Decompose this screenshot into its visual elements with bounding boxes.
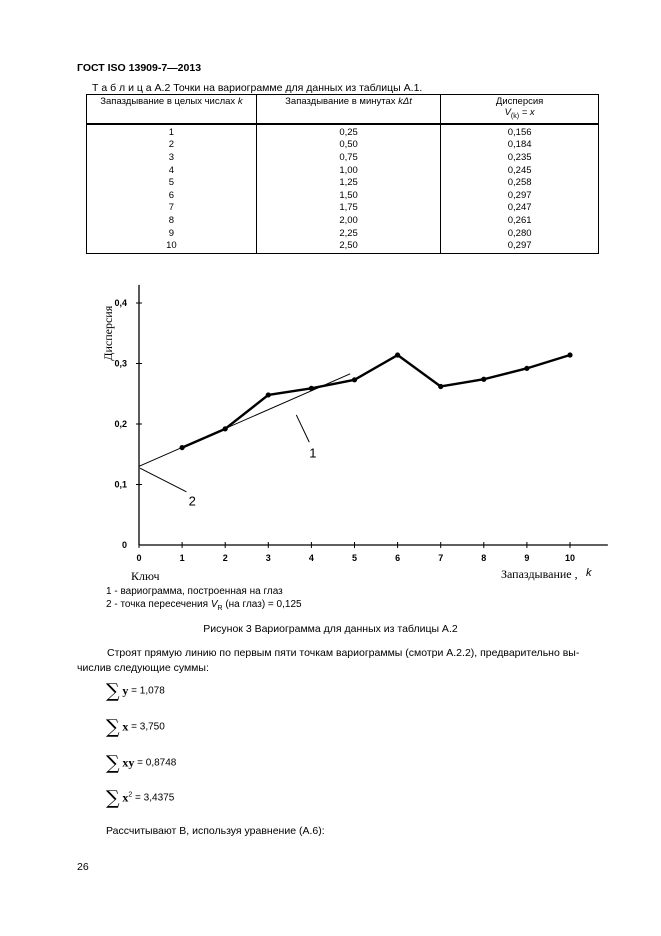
cell-lag-minutes: 1,00 [256, 165, 440, 178]
document-header: ГОСТ ISO 13909-7—2013 [77, 62, 202, 74]
cell-variance: 0,280 [441, 228, 599, 241]
table-caption [92, 82, 422, 94]
table-row [87, 202, 599, 215]
sigma-symbol-icon: ∑ [106, 680, 120, 702]
annotation-1-label: 1 [309, 445, 317, 461]
table-row [87, 177, 599, 190]
cell-lag-k: 7 [87, 202, 257, 215]
figure-caption: Рисунок 3 Вариограмма для данных из таблицы А.2 [203, 623, 458, 635]
cell-variance: 0,247 [441, 202, 599, 215]
table-header-lag-integer: Запаздывание в целых числах k [87, 95, 257, 124]
sigma-symbol-icon: ∑ [106, 716, 120, 738]
cell-variance: 0,261 [441, 215, 599, 228]
data-point [180, 445, 185, 450]
sigma-symbol-icon: ∑ [106, 787, 120, 809]
data-point [309, 386, 314, 391]
data-point [223, 426, 228, 431]
y-tick-label: 0,3 [114, 358, 127, 369]
key-label: Ключ [131, 569, 160, 583]
sum-x: ∑ x = 3,750 [106, 716, 165, 738]
x-tick-label: 1 [179, 553, 185, 563]
cell-variance: 0,245 [441, 165, 599, 178]
x-tick-label: 3 [265, 553, 271, 563]
data-point [567, 352, 572, 357]
cell-lag-minutes: 0,25 [256, 124, 440, 140]
x-tick-label: 9 [524, 553, 530, 563]
figure-legend [106, 585, 302, 615]
legend-item-2: 2 - точка пересечения $V_R$ (на глаз) = 0,125 [106, 599, 302, 612]
x-tick-label: 5 [351, 553, 358, 563]
cell-lag-k: 5 [87, 177, 257, 190]
cell-lag-k: 2 [87, 139, 257, 152]
paragraph-line-1: Строят прямую линию по первым пяти точкам вариограммы (смотри А.2.2), предварительно вы- [107, 647, 580, 659]
cell-lag-k: 10 [87, 240, 257, 253]
cell-lag-k: 4 [87, 165, 257, 178]
table-row [87, 152, 599, 165]
paragraph-line-2: числив следующие суммы: [77, 662, 209, 674]
y-tick-label: 0 [121, 540, 127, 550]
sum-xy: ∑ xy = 0,8748 [106, 752, 177, 774]
data-point [481, 377, 486, 382]
cell-variance: 0,184 [441, 139, 599, 152]
x-axis-title: Запаздывание , [501, 567, 578, 581]
table-row [87, 240, 599, 253]
cell-lag-k: 1 [87, 124, 257, 140]
variogram-line [182, 355, 570, 448]
x-tick-label: 0 [136, 553, 142, 563]
cell-lag-minutes: 1,75 [256, 202, 440, 215]
data-point [266, 392, 271, 397]
cell-variance: 0,297 [441, 190, 599, 203]
cell-lag-k: 6 [87, 190, 257, 203]
cell-variance: 0,258 [441, 177, 599, 190]
table-row [87, 165, 599, 178]
sum-x-squared: ∑ $x^2 = 3,4375$ [106, 787, 175, 809]
cell-lag-minutes: 1,25 [256, 177, 440, 190]
variogram-points-table [86, 94, 599, 254]
legend-item-1: 1 - вариограмма, построенная на глаз [106, 586, 283, 597]
x-tick-label: 2 [222, 553, 228, 563]
y-tick-label: 0,2 [114, 419, 127, 429]
x-axis-variable: k [586, 567, 592, 579]
cell-variance: 0,297 [441, 240, 599, 253]
cell-lag-k: 3 [87, 152, 257, 165]
data-point [395, 352, 400, 357]
annotation-2-leader [140, 468, 186, 492]
cell-lag-minutes: 2,25 [256, 228, 440, 241]
table-row [87, 139, 599, 152]
sum-y: ∑ y = 1,078 [106, 680, 165, 702]
table-row [87, 190, 599, 203]
table-caption-text: А.2 Точки на вариограмме для данных из таблицы А.1. [154, 82, 423, 94]
variogram-chart [0, 270, 661, 585]
annotation-2-label: 2 [188, 493, 196, 509]
cell-variance: 0,235 [441, 152, 599, 165]
cell-lag-k: 9 [87, 228, 257, 241]
cell-lag-minutes: 2,00 [256, 215, 440, 228]
table-row [87, 228, 599, 241]
x-tick-label: 4 [308, 553, 314, 563]
annotation-1-leader [296, 415, 309, 442]
calculation-text: Рассчитывают В, используя уравнение (А.6): [106, 825, 325, 837]
table-header-variance: Дисперсия $V_{(k)} = x$ [441, 95, 599, 124]
cell-lag-minutes: 1,50 [256, 190, 440, 203]
table-row [87, 124, 599, 140]
data-point [352, 377, 357, 382]
y-axis-title: Дисперсия [101, 305, 115, 361]
data-point [524, 366, 529, 371]
data-point [438, 384, 443, 389]
cell-variance: 0,156 [441, 124, 599, 140]
cell-lag-k: 8 [87, 215, 257, 228]
y-tick-label: 0,1 [114, 479, 127, 490]
table-row [87, 215, 599, 228]
page-number: 26 [77, 861, 89, 873]
cell-lag-minutes: 0,75 [256, 152, 440, 165]
x-tick-label: 10 [564, 553, 576, 563]
table-caption-prefix: Т а б л и ц а [92, 82, 152, 94]
x-tick-label: 8 [481, 553, 487, 563]
x-tick-label: 7 [438, 553, 444, 563]
x-tick-label: 6 [395, 553, 401, 563]
cell-lag-minutes: 0,50 [256, 139, 440, 152]
cell-lag-minutes: 2,50 [256, 240, 440, 253]
table-header-lag-minutes: Запаздывание в минутах kΔt [256, 95, 440, 124]
body-paragraph [77, 646, 587, 676]
y-tick-label: 0,4 [114, 298, 127, 308]
sigma-symbol-icon: ∑ [106, 752, 120, 774]
